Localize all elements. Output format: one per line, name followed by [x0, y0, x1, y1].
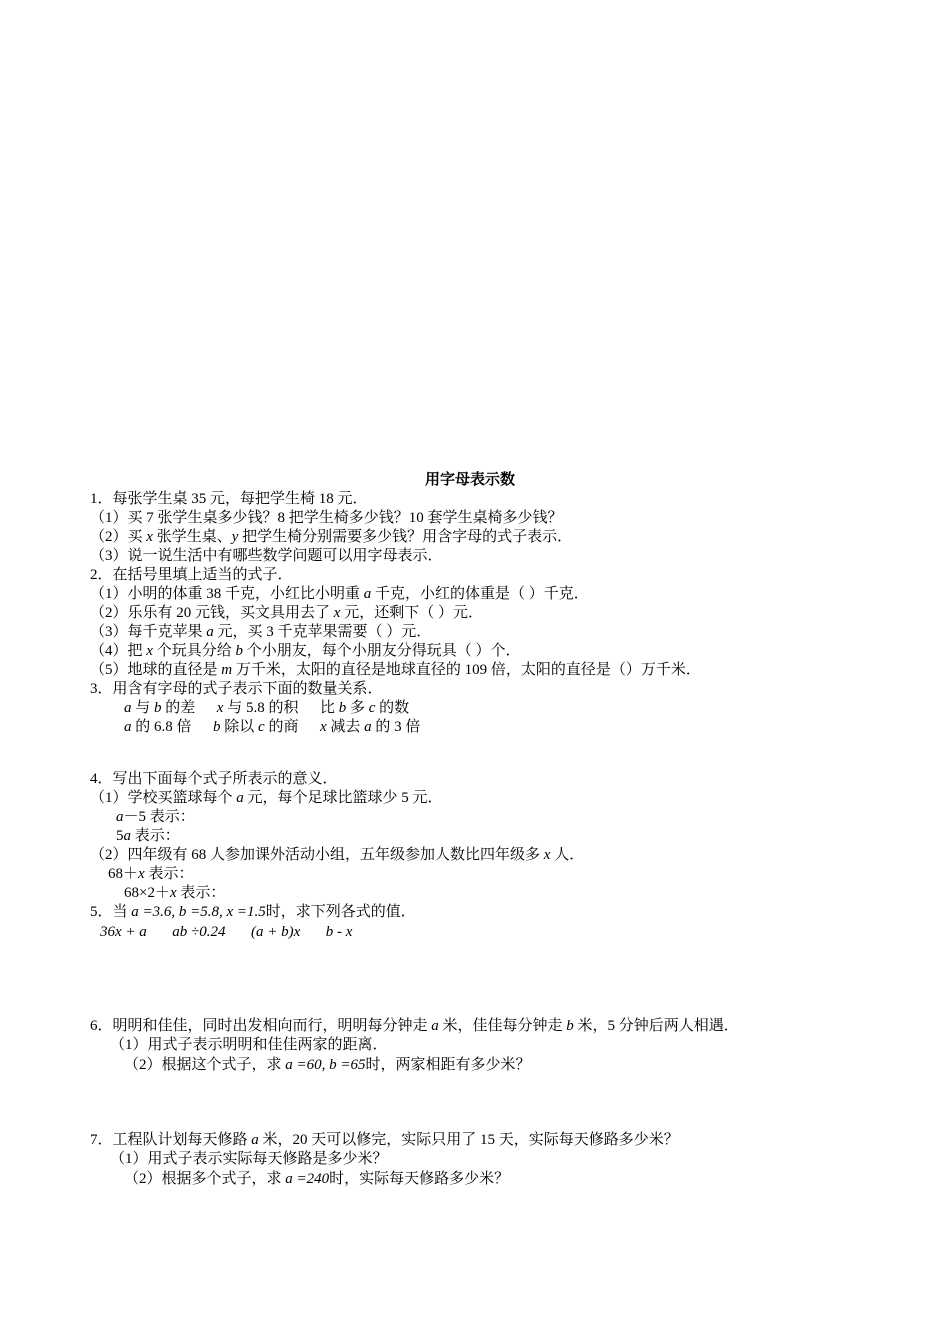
- text: 表示：: [144, 866, 194, 882]
- q3-row1: [124, 699, 409, 718]
- q7-stem: [90, 1131, 679, 1150]
- q6-part1: （1）用式子表示明明和佳佳两家的距离．: [110, 1037, 388, 1053]
- text: 68×2＋: [124, 885, 170, 901]
- text: （1）学校买篮球每个: [90, 790, 237, 806]
- text: 减去: [326, 719, 365, 735]
- text: 元，还剩下（ ）元．: [340, 605, 483, 621]
- expression: 36x + a: [100, 924, 147, 940]
- q4-stem: 4．写出下面每个式子所表示的意义．: [90, 771, 338, 787]
- page-title: 用字母表示数: [425, 472, 516, 488]
- text: 元，每个足球比篮球少 5 元．: [243, 790, 443, 806]
- text: －5 表示：: [123, 809, 195, 825]
- text: 的 6.8 倍: [131, 719, 192, 735]
- text: 6．明明和佳佳，同时出发相向而行，明明每分钟走: [90, 1018, 432, 1034]
- q5-stem: [90, 903, 416, 922]
- q4-part2: [90, 846, 584, 865]
- text: 68＋: [108, 866, 139, 882]
- q4-expr1: [116, 808, 195, 827]
- text: 把学生椅分别需要多少钱？用含字母的式子表示．: [238, 529, 573, 545]
- q5-expressions: [100, 923, 352, 942]
- var: c: [368, 700, 376, 716]
- text: （2）根据这个式子，求: [124, 1057, 286, 1073]
- text: 时，求下列各式的值．: [265, 904, 416, 920]
- text: 表示：: [131, 828, 180, 844]
- text: 7．工程队计划每天修路: [90, 1132, 252, 1148]
- text: 米，20 天可以修完，实际只用了 15 天，实际每天修路多少米？: [258, 1132, 679, 1148]
- q2-stem: 2．在括号里填上适当的式子．: [90, 567, 293, 583]
- expression: (a + b)x: [251, 924, 301, 940]
- text: 的数: [375, 700, 410, 716]
- q1-part3: （3）说一说生活中有哪些数学问题可以用字母表示．: [90, 548, 443, 564]
- var: x: [138, 866, 145, 882]
- text: （4）把: [90, 643, 147, 659]
- q2-part2: [90, 604, 483, 623]
- text: 张学生桌、: [152, 529, 232, 545]
- q4-part1: [90, 789, 443, 808]
- text: 的 3 倍: [371, 719, 421, 735]
- var: c: [258, 719, 265, 735]
- var: x: [146, 643, 153, 659]
- var: b: [213, 719, 221, 735]
- var: x: [169, 885, 177, 901]
- text: 的差: [161, 700, 196, 716]
- text: 多: [346, 700, 369, 716]
- q2-part1: [90, 585, 589, 604]
- q1-part2: [90, 528, 572, 547]
- text: 5．当: [90, 904, 132, 920]
- q1-part1: （1）买 7 张学生桌多少钱？8 把学生椅多少钱？10 套学生桌椅多少钱？: [90, 510, 563, 526]
- q6-part2: [124, 1056, 531, 1075]
- var: b: [338, 700, 347, 716]
- var: y: [231, 529, 239, 545]
- var: x: [543, 847, 551, 863]
- var: a: [363, 586, 372, 602]
- text: 时，两家相距有多少米？: [365, 1057, 531, 1073]
- expression: ab ÷0.24: [172, 924, 226, 940]
- text: （5）地球的直径是: [90, 662, 222, 678]
- text: 个玩具分给: [152, 643, 236, 659]
- var: a: [431, 1018, 439, 1034]
- var: b: [154, 700, 162, 716]
- var: a: [124, 719, 132, 735]
- text: 千克，小红的体重是（ ）千克．: [371, 586, 589, 602]
- text: （2）乐乐有 20 元钱，买文具用去了: [90, 605, 334, 621]
- condition: a =3.6, b =5.8, x =1.5: [131, 904, 266, 920]
- text: 的商: [264, 719, 299, 735]
- text: 个小朋友，每个小朋友分得玩具（ ）个．: [242, 643, 521, 659]
- q4-expr2: [116, 827, 180, 846]
- var: a: [236, 790, 244, 806]
- q4-expr3: [108, 865, 193, 884]
- text: 与: [131, 700, 155, 716]
- text: （2）买: [90, 529, 147, 545]
- text: 时，实际每天修路多少米？: [329, 1171, 510, 1187]
- text: 米，5 分钟后两人相遇．: [573, 1018, 739, 1034]
- var: a: [124, 700, 132, 716]
- text: 元，买 3 千克苹果需要（ ）元．: [213, 624, 432, 640]
- q7-part2: [124, 1170, 509, 1189]
- var: b: [566, 1018, 574, 1034]
- var: a: [206, 624, 214, 640]
- var: x: [319, 719, 327, 735]
- var: m: [221, 662, 233, 678]
- expression: b - x: [325, 924, 353, 940]
- var: b: [235, 643, 243, 659]
- text: 人．: [550, 847, 585, 863]
- text: （2）根据多个式子，求: [124, 1171, 286, 1187]
- text: 米，佳佳每分钟走: [438, 1018, 567, 1034]
- text: 5: [116, 828, 124, 844]
- text: 万千米，太阳的直径是地球直径的 109 倍，太阳的直径是（）万千米．: [232, 662, 701, 678]
- var: a: [251, 1132, 259, 1148]
- q1-stem: 1．每张学生桌 35 元，每把学生椅 18 元．: [90, 491, 368, 507]
- q2-part3: [90, 623, 431, 642]
- text: 与 5.8 的积: [223, 700, 299, 716]
- q7-part1: （1）用式子表示实际每天修路是多少米？: [110, 1151, 388, 1167]
- text: （1）小明的体重 38 千克，小红比小明重: [90, 586, 364, 602]
- q2-part4: [90, 642, 520, 661]
- text: （2）四年级有 68 人参加课外活动小组，五年级参加人数比四年级多: [90, 847, 544, 863]
- text: 表示：: [176, 885, 226, 901]
- text: （3）每千克苹果: [90, 624, 207, 640]
- var: x: [333, 605, 341, 621]
- q2-part5: [90, 661, 701, 680]
- var: x: [216, 700, 224, 716]
- var: x: [146, 529, 153, 545]
- var: a: [116, 809, 124, 825]
- q4-expr4: [124, 884, 225, 903]
- q6-stem: [90, 1017, 739, 1036]
- text: 比: [319, 700, 339, 716]
- q3-stem: 3．用含有字母的式子表示下面的数量关系．: [90, 681, 383, 697]
- condition: a =60, b =65: [285, 1057, 366, 1073]
- condition: a =240: [285, 1171, 330, 1187]
- var: a: [364, 719, 372, 735]
- q3-row2: [124, 718, 420, 737]
- text: 除以: [220, 719, 259, 735]
- var: a: [123, 828, 131, 844]
